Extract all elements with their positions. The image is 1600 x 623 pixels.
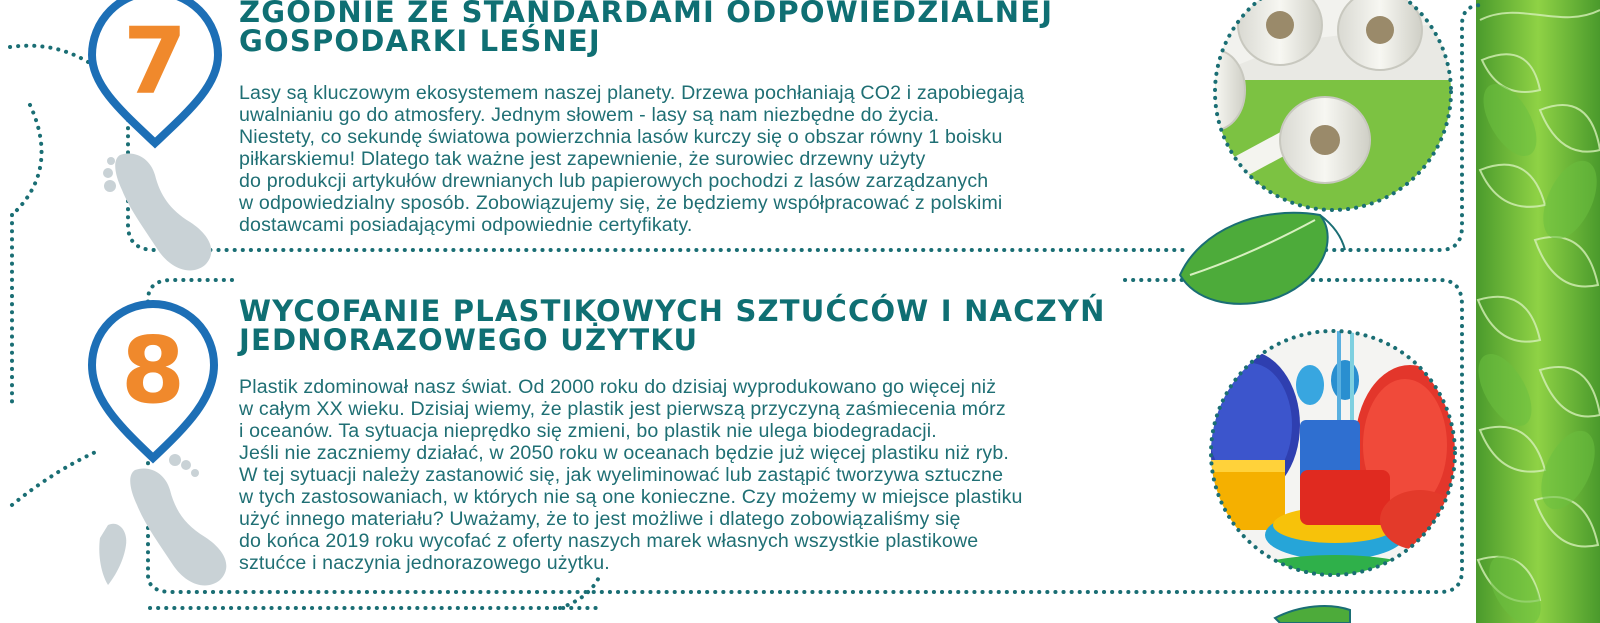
body-line: w tych zastosowaniach, w których nie są one konieczne. Czy możemy w miejsce plastiku — [239, 486, 1023, 508]
plastic-tableware-photo — [1190, 320, 1470, 595]
leaf-border-strip — [1468, 0, 1600, 623]
toilet-paper-rolls-photo — [1185, 0, 1470, 220]
section-8-heading — [239, 294, 1106, 357]
footprint-icon — [103, 154, 211, 271]
heading-line: WYCOFANIE PLASTIKOWYCH SZTUĆCÓW I NACZYŃ — [239, 294, 1106, 328]
body-line: dostawcami posiadającymi odpowiednie certyfikaty. — [239, 214, 693, 236]
section-8-body — [239, 376, 1023, 574]
body-line: do końca 2019 roku wycofać z oferty naszych marek własnych wszystkie plastikowe — [239, 530, 979, 552]
body-line: w odpowiedzialny sposób. Zobowiązujemy się, że będziemy współpracować z polskimi — [239, 192, 1003, 214]
leaf-decoration — [1180, 213, 1345, 304]
body-line: W tej sytuacji należy zastanowić się, jak wyeliminować lub zastąpić tworzywa sztuczne — [239, 464, 1004, 486]
heading-line: JEDNORAZOWEGO UŻYTKU — [239, 323, 699, 357]
section-number-8: 8 — [120, 317, 185, 424]
body-line: sztućce i naczynia jednorazowego użytku. — [239, 552, 610, 574]
leaf-decoration — [1275, 606, 1350, 623]
footprint-icon — [99, 454, 226, 585]
body-line: piłkarskiemu! Dlatego tak ważne jest zapewnienie, że surowiec drzewny użyty — [239, 148, 926, 170]
body-line: uwalnianiu go do atmosfery. Jednym słowem - lasy są nam niezbędne do życia. — [239, 104, 940, 126]
body-line: użyć innego materiału? Uważamy, że to jest możliwe i dlatego zobowiązaliśmy się — [239, 508, 961, 530]
body-line: Plastik zdominował nasz świat. Od 2000 roku do dzisiaj wyprodukowano go więcej niż — [239, 376, 997, 398]
body-line: Jeśli nie zaczniemy działać, w 2050 roku w oceanach będzie już więcej plastiku niż ryb. — [239, 442, 1009, 464]
heading-line: ZGODNIE ZE STANDARDAMI ODPOWIEDZIALNEJ — [239, 0, 1054, 29]
section-7-body — [239, 82, 1024, 236]
body-line: Lasy są kluczowym ekosystemem naszej planety. Drzewa pochłaniają CO2 i zapobiegają — [239, 82, 1025, 104]
body-line: Niestety, co sekundę światowa powierzchnia lasów kurczy się o obszar równy 1 boisku — [239, 126, 1003, 148]
body-line: i oceanów. Ta sytuacja nieprędko się zmieni, bo plastik nie ulega biodegradacji. — [239, 420, 937, 442]
section-7-heading — [239, 0, 1053, 56]
heading-line: GOSPODARKI LEŚNEJ — [239, 24, 601, 58]
body-line: do produkcji artykułów drewnianych lub papierowych pochodzi z lasów zarządzanych — [239, 170, 989, 192]
body-line: w całym XX wieku. Dzisiaj wiemy, że plastik jest pierwszą przyczyną zaśmiecenia mórz — [239, 398, 1006, 420]
section-number-7: 7 — [122, 8, 187, 115]
